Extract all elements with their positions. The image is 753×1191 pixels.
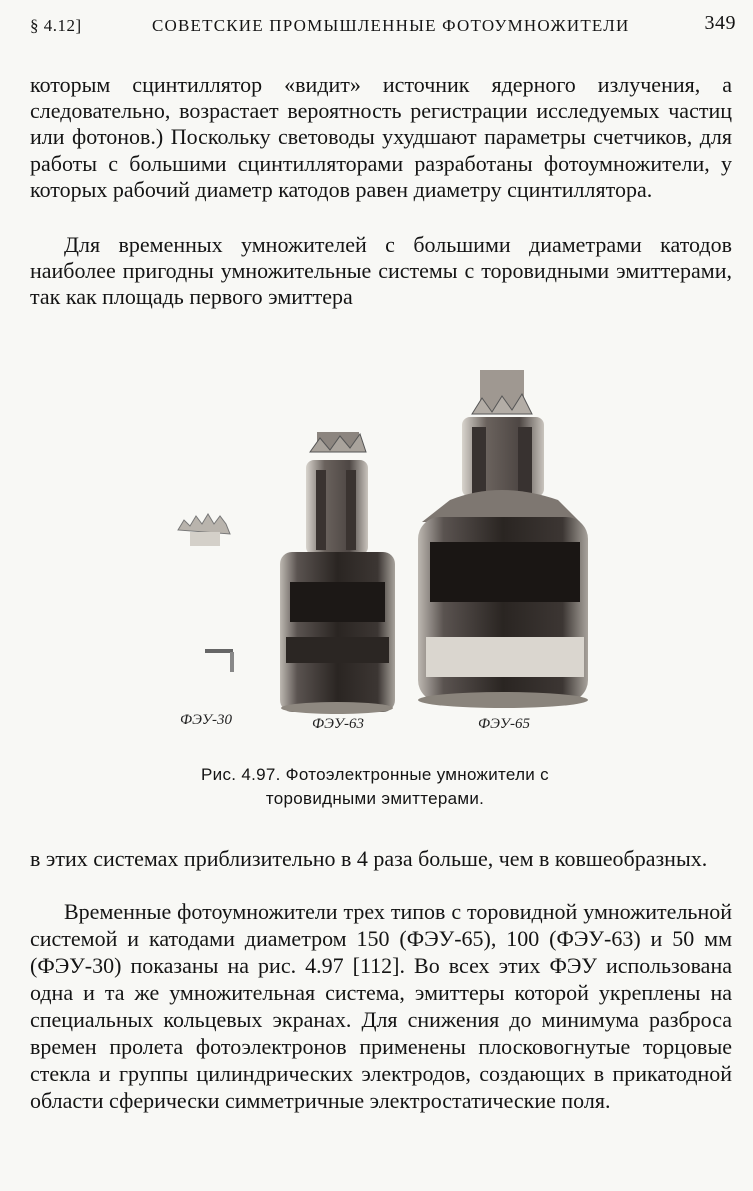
tube-label-feu-30: ФЭУ-30	[180, 712, 232, 728]
figure-caption	[150, 763, 600, 811]
section-number: § 4.12]	[30, 16, 82, 35]
page-number: 349	[704, 12, 736, 34]
tube-feu-65	[418, 370, 588, 708]
running-title: СОВЕТСКИЕ ПРОМЫШЛЕННЫЕ ФОТОУМНОЖИТЕЛИ	[152, 16, 630, 35]
paragraph-2: Для временных умножителей с большими диаметрами катодов наиболее пригодны умножительные системы с торовидными эмиттерами, так как площадь первого эмиттера	[30, 232, 732, 310]
tube-label-feu-65: ФЭУ-65	[478, 716, 530, 732]
tube-feu-30	[178, 514, 234, 672]
paragraph-4: Временные фотоумножители трех типов с торовидной умножительной системой и катодами диаметром 150 (ФЭУ-65), 100 (ФЭУ-63) и 50 мм (ФЭУ-30) показаны на рис. 4.97 [112]. Во всех этих ФЭУ использована одна и та же умножительная система, эмиттеры которой укреплены на специальных кольцевых экранах. Для снижения до минимума разброса времен пролета фотоэлектронов применены плосковогнутые торцовые стекла и группы цилиндрических электродов, создающих в прикатодной области сферически симметричные электростатические поля.	[30, 899, 732, 1113]
photomultiplier-photo	[150, 352, 600, 737]
running-header	[30, 10, 736, 40]
paragraph-1: которым сцинтиллятор «видит» источник ядерного излучения, а следовательно, возрастает вероятность регистрации исследуемых частиц или фотонов.) Поскольку световоды ухудшают параметры счетчиков, для работы с большими сцинтилляторами разработаны фотоумножители, у которых рабочий диаметр катодов равен диаметру сцинтиллятора.	[30, 72, 732, 202]
caption-line-1: Рис. 4.97. Фотоэлектронные умножители с	[201, 765, 549, 784]
tube-feu-63	[280, 432, 395, 714]
paragraph-3: в этих системах приблизительно в 4 раза больше, чем в ковшеобразных.	[30, 846, 708, 871]
caption-line-2: торовидными эмиттерами.	[265, 789, 485, 808]
figure-photomultipliers	[150, 352, 600, 737]
tube-label-feu-63: ФЭУ-63	[312, 716, 364, 732]
